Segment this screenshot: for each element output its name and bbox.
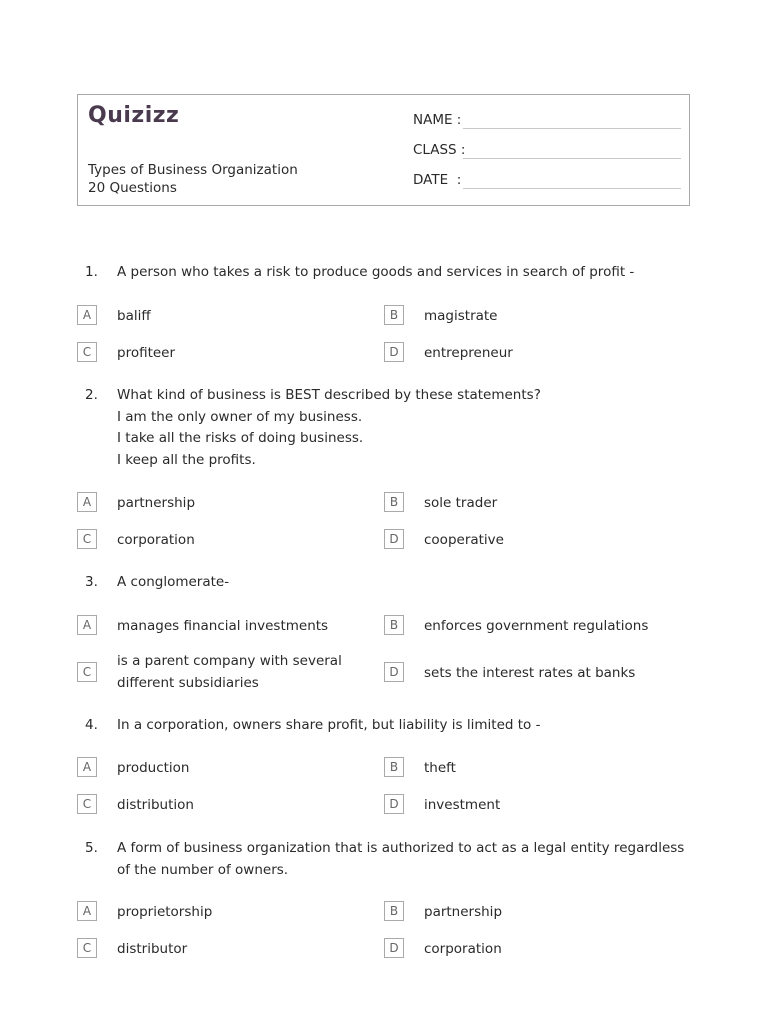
quizizz-logo: Quizizz	[88, 103, 180, 128]
option-letter: A	[77, 305, 97, 325]
option-text: profiteer	[117, 345, 176, 361]
worksheet-title: Types of Business Organization	[88, 162, 298, 178]
worksheet-header	[77, 94, 690, 206]
option-text: is a parent company with several different subsidiaries	[117, 653, 342, 691]
option-text: investment	[424, 797, 501, 813]
question-line: What kind of business is BEST described by these statements?	[117, 387, 541, 403]
option-text: sole trader	[424, 495, 498, 511]
option-letter: B	[384, 305, 404, 325]
date-label: DATE :	[413, 172, 462, 188]
option-text: entrepreneur	[424, 345, 513, 361]
option-text: theft	[424, 760, 456, 776]
question-number: 5.	[85, 840, 98, 856]
option-letter: C	[77, 529, 97, 549]
option-text: partnership	[424, 904, 503, 920]
option-letter: B	[384, 492, 404, 512]
question-line: A conglomerate-	[117, 574, 230, 590]
option-text: cooperative	[424, 532, 504, 548]
option-text: distribution	[117, 797, 194, 813]
class-line	[463, 158, 681, 159]
question-number: 3.	[85, 574, 98, 590]
question-line: I take all the risks of doing business.	[117, 430, 364, 446]
option-text: sets the interest rates at banks	[424, 665, 636, 681]
option-text: production	[117, 760, 190, 776]
option-text: partnership	[117, 495, 196, 511]
question-line: A person who takes a risk to produce goods and services in search of profit -	[117, 264, 635, 280]
option-letter: B	[384, 901, 404, 921]
question-text	[117, 262, 687, 284]
question-text	[117, 572, 687, 594]
option-text: corporation	[117, 532, 195, 548]
option-text: enforces government regulations	[424, 618, 649, 634]
option-letter: D	[384, 794, 404, 814]
name-line	[463, 128, 681, 129]
option-letter: D	[384, 342, 404, 362]
question-number: 1.	[85, 264, 98, 280]
question-count: 20 Questions	[88, 180, 177, 196]
option-letter: A	[77, 492, 97, 512]
option-letter: D	[384, 938, 404, 958]
question-text	[117, 385, 687, 471]
date-line	[463, 188, 681, 189]
option-letter: B	[384, 615, 404, 635]
option-letter: D	[384, 662, 404, 682]
question-number: 4.	[85, 717, 98, 733]
option-text: magistrate	[424, 308, 498, 324]
option-text: manages financial investments	[117, 618, 329, 634]
question-number: 2.	[85, 387, 98, 403]
option-text: distributor	[117, 941, 188, 957]
option-letter: C	[77, 342, 97, 362]
question-line: A form of business organization that is authorized to act as a legal entity regardless of the number of owners.	[117, 840, 685, 878]
option-letter: C	[77, 794, 97, 814]
option-text: baliff	[117, 308, 151, 324]
option-letter: C	[77, 938, 97, 958]
option-letter: A	[77, 757, 97, 777]
option-letter: B	[384, 757, 404, 777]
option-letter: C	[77, 662, 97, 682]
question-line: I am the only owner of my business.	[117, 408, 363, 425]
option-letter: A	[77, 615, 97, 635]
option-letter: A	[77, 901, 97, 921]
class-label: CLASS :	[413, 142, 466, 158]
name-label: NAME :	[413, 112, 462, 128]
option-text: proprietorship	[117, 904, 213, 920]
option-text: corporation	[424, 941, 502, 957]
option-letter: D	[384, 529, 404, 549]
question-text	[117, 838, 687, 881]
question-line: I keep all the profits.	[117, 451, 256, 468]
question-line: In a corporation, owners share profit, but liability is limited to -	[117, 717, 541, 733]
question-text	[117, 715, 687, 737]
